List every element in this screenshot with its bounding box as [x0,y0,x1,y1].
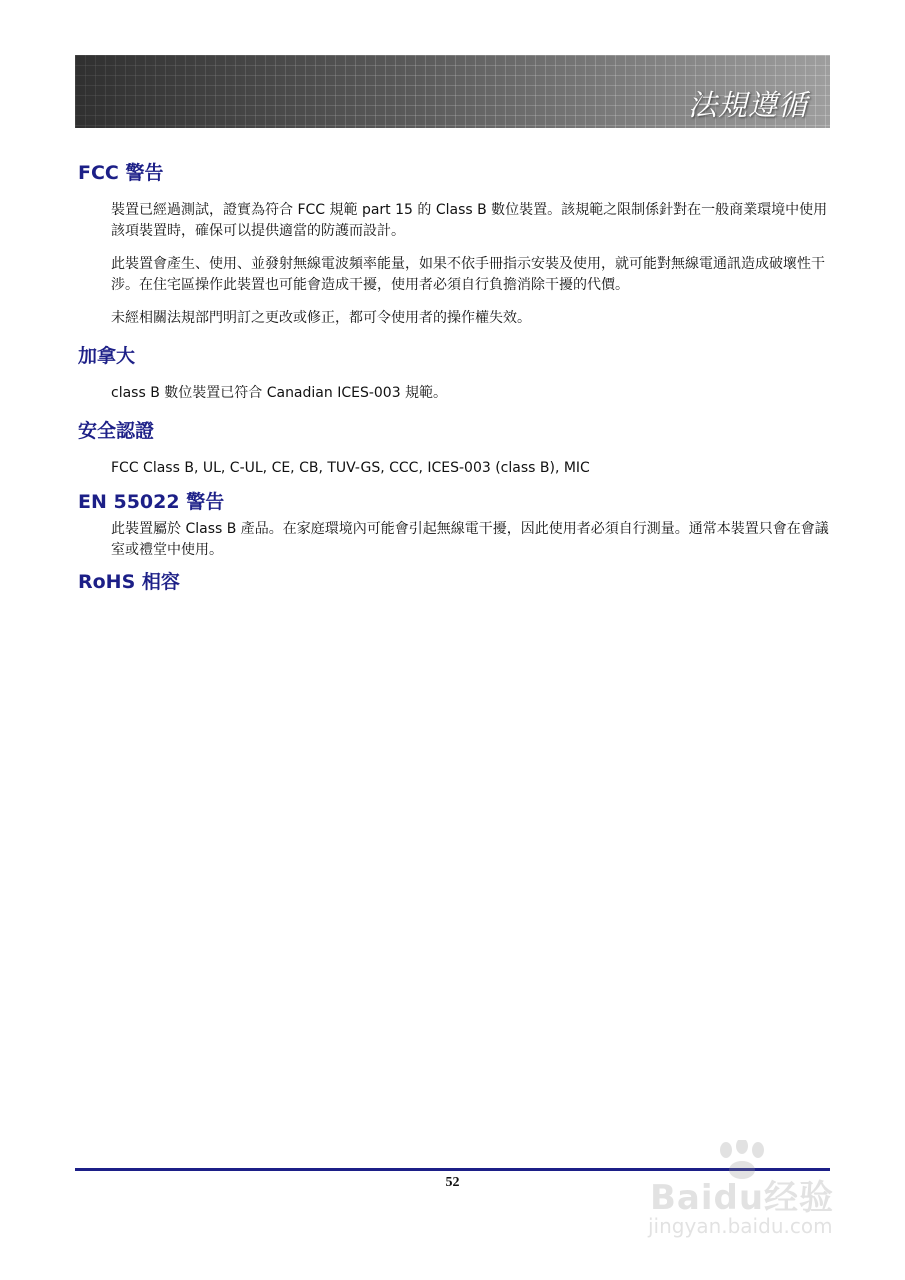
section-heading: EN 55022 警告 [78,491,225,513]
paragraph: FCC Class B, UL, C-UL, CE, CB, TUV-GS, CCC, ICES-003 (class B), MIC [111,460,590,476]
watermark-url: jingyan.baidu.com [648,1214,833,1238]
paragraph: 此裝置會產生、使用、並發射無線電波頻率能量，如果不依手冊指示安裝及使用，就可能對無線電通訊造成破壞性干涉。在住宅區操作此裝置也可能會造成干擾，使用者必須自行負擔消除干擾的代價。 [111,256,825,293]
paragraph: 未經相關法規部門明訂之更改或修正，都可令使用者的操作權失效。 [111,310,531,326]
section-heading: 安全認證 [78,420,155,442]
page-number: 52 [445,1175,460,1190]
watermark-brand: Baidu经验 [650,1178,835,1218]
section-safety-certification [78,416,590,479]
paragraph: 裝置已經過測試，證實為符合 FCC 規範 part 15 的 Class B 數位裝置。該規範之限制係針對在一般商業環境中使用該項裝置時，確保可以提供適當的防護而設計。 [111,202,828,239]
section-heading: RoHS 相容 [78,571,180,593]
section-heading: FCC 警告 [78,162,164,184]
section-canada [78,341,447,404]
section-en55022-warning [78,487,838,561]
paragraph: class B 數位裝置已符合 Canadian ICES-003 規範。 [111,385,448,401]
section-fcc-warning [78,158,838,329]
header-banner [75,55,830,128]
baidu-watermark [640,1140,855,1250]
section-heading: 加拿大 [78,345,136,367]
paragraph: 此裝置屬於 Class B 產品。在家庭環境內可能會引起無線電干擾，因此使用者必須自行測量。通常本裝置只會在會議室或禮堂中使用。 [111,521,829,558]
section-rohs [78,567,180,597]
chapter-title: 法規遵循 [687,88,808,122]
